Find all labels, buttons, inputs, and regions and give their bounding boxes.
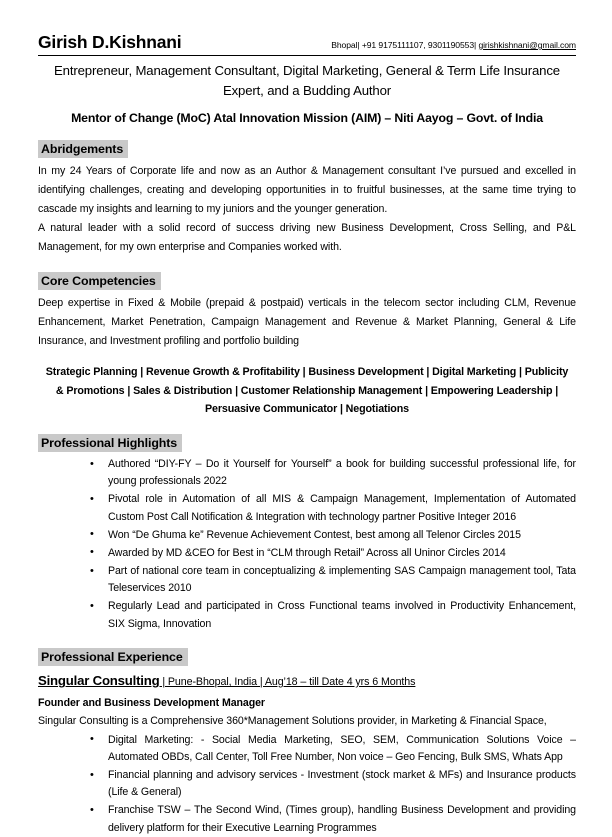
job-meta: | Pune-Bhopal, India | Aug’18 – till Date 4 yrs 6 Months [159, 676, 416, 689]
list-item: • Financial planning and advisory services - Investment (stock market & MFs) and Insurance products (Life & General) [38, 767, 576, 801]
section-heading-professional-experience [38, 648, 576, 666]
professional-highlights-list [38, 456, 576, 633]
job-company-name: Singular Consulting [38, 673, 160, 689]
list-item: • Awarded by MD &CEO for Best in “CLM through Retail” Across all Uninor Circles 2014 [38, 545, 576, 562]
list-item: • Regularly Lead and participated in Cross Functional teams involved in Productivity Enhancement, SIX Sigma, Innovation [38, 598, 576, 632]
list-item: • Franchise TSW – The Second Wind, (Times group), handling Business Development and providing delivery platform for their Executive Learning Programmes [38, 802, 576, 836]
contact-email-link[interactable]: girishkishnani@gmail.com [478, 40, 576, 50]
section-heading-label: Abridgements [38, 140, 128, 158]
core-competencies-skills-line: Strategic Planning | Revenue Growth & Profitability | Business Development | Digital Marketing | Publicity & Promotions | Sales & Distribution | Customer Relationship Management | Empowering Leadership | Persuasive Communicator | Negotiations [45, 366, 569, 416]
section-heading-core-competencies [38, 272, 576, 290]
contact-line [331, 40, 576, 51]
section-heading-label: Professional Highlights [38, 434, 182, 452]
job-bullets-list [38, 732, 576, 837]
candidate-tagline: Entrepreneur, Management Consultant, Digital Marketing, General & Term Life Insurance Expert, and a Budding Author [54, 63, 560, 99]
resume-header [38, 32, 576, 55]
section-heading-professional-highlights [38, 434, 576, 452]
contact-phone-location: Bhopal| +91 9175111107, 9301190553| [331, 40, 479, 50]
list-item: • Part of national core team in conceptualizing & implementing SAS Campaign management tool, Tata Teleservices 2010 [38, 563, 576, 597]
job-description: Singular Consulting is a Comprehensive 360*Management Solutions provider, in Marketing & Financial Space, [38, 714, 547, 727]
job-role-title: Founder and Business Development Manager [38, 697, 265, 710]
section-heading-label: Core Competencies [38, 272, 161, 290]
core-competencies-paragraph: Deep expertise in Fixed & Mobile (prepaid & postpaid) verticals in the telecom sector including CLM, Revenue Enhancement, Market Penetration, Campaign Management and Revenue & Market Planning, General & Life Insurance, and Investment profiling and portfolio building [38, 296, 576, 347]
header-divider [38, 55, 576, 56]
candidate-subtitle: Mentor of Change (MoC) Atal Innovation Mission (AIM) – Niti Aayog – Govt. of India [71, 110, 543, 125]
list-item: • Won “De Ghuma ke” Revenue Achievement Contest, best among all Telenor Circles 2015 [38, 527, 576, 544]
list-item: • Digital Marketing: - Social Media Marketing, SEO, SEM, Communication Solutions Voice – Automated OBDs, Call Center, Toll Free Number, Non voice – Geo Fencing, Bulk SMS, Whats App [38, 732, 576, 766]
candidate-name: Girish D.Kishnani [38, 32, 182, 52]
list-item: • Authored “DIY-FY – Do it Yourself for Yourself” a book for building successful professional life, for young professionals 2022 [38, 456, 576, 490]
section-heading-label: Professional Experience [38, 648, 188, 666]
section-heading-abridgements [38, 140, 576, 158]
abridgements-paragraph-2: A natural leader with a solid record of success driving new Business Development, Cross Selling, and P&L Management, for my own enterprise and Companies worked with. [38, 221, 576, 253]
job-title-line [38, 670, 576, 691]
list-item: • Pivotal role in Automation of all MIS & Campaign Management, Implementation of Automated Custom Post Call Notification & Integration with technology partner Positive Integer 2016 [38, 491, 576, 525]
abridgements-paragraph-1: In my 24 Years of Corporate life and now as an Author & Management consultant I’ve pursued and excelled in identifying challenges, creating and developing opportunities in to fruitful businesses, at the same time trying to cascade my insights and learning to my juniors and the younger generation. [38, 165, 576, 215]
